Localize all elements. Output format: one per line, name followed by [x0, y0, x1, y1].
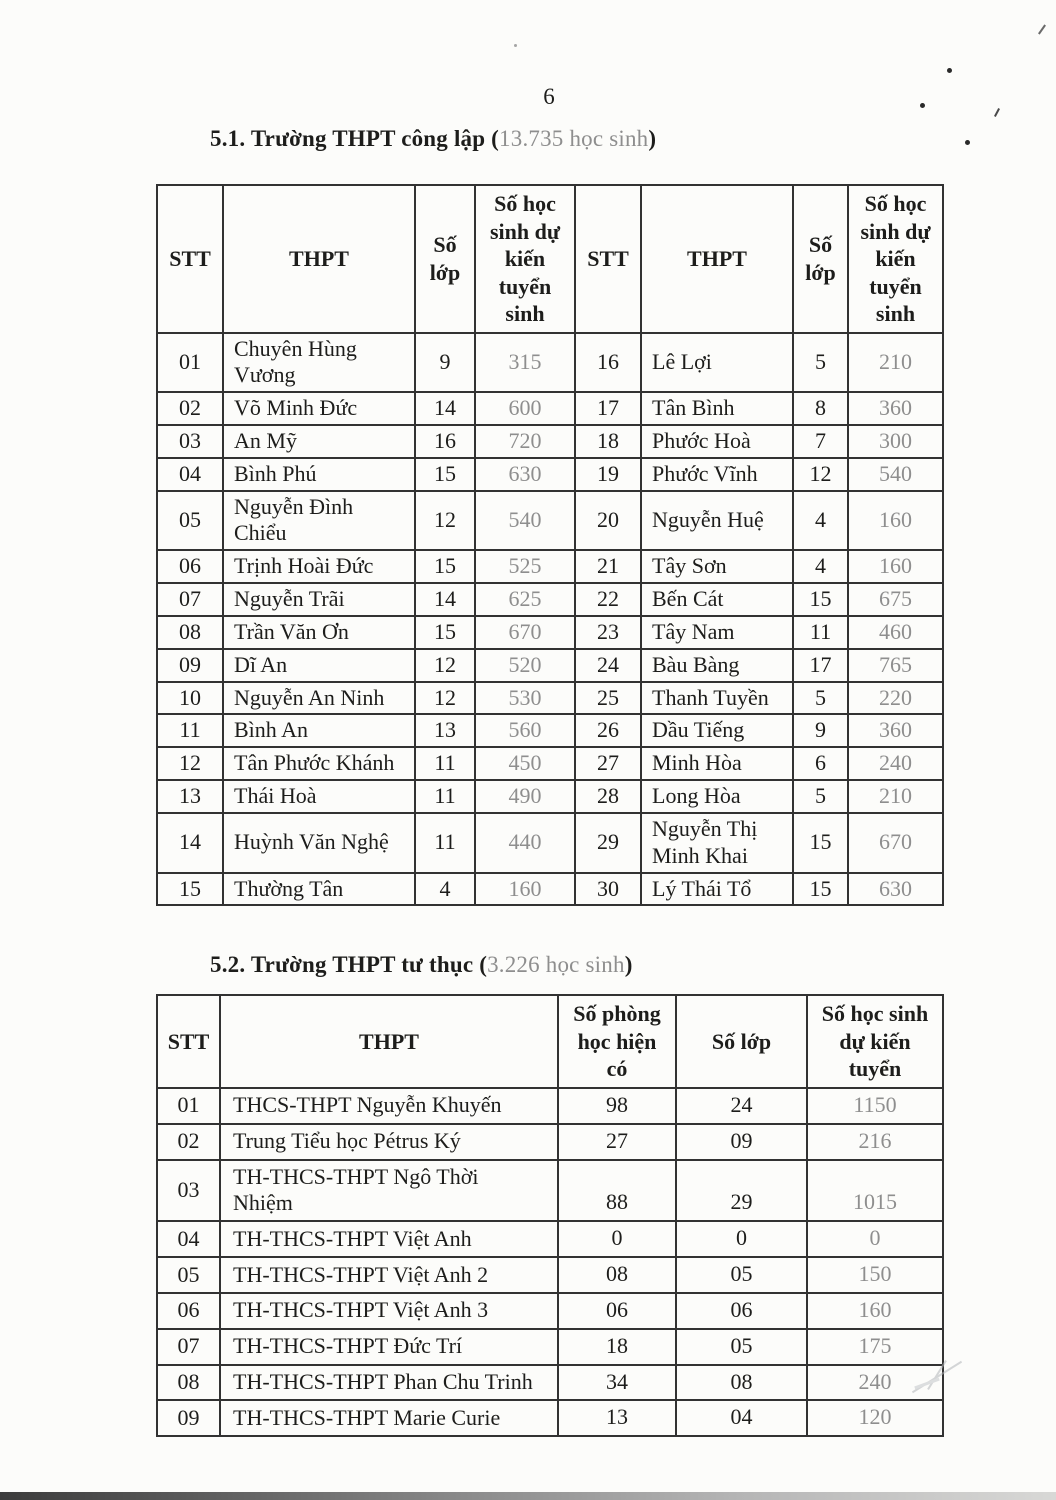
- public-schools-table: [156, 184, 944, 906]
- class-count-cell: 12: [415, 491, 475, 551]
- school-name-cell: Thanh Tuyền: [641, 682, 793, 715]
- document-page: [156, 0, 942, 1437]
- class-count-cell: 4: [793, 491, 848, 551]
- class-count-cell: 09: [676, 1124, 807, 1160]
- school-name-cell: Chuyên Hùng Vương: [223, 333, 415, 393]
- page-number: 6: [543, 84, 555, 109]
- student-count-cell: 210: [848, 333, 943, 393]
- stt-cell: 21: [575, 550, 641, 583]
- school-name-cell: Lý Thái Tổ: [641, 873, 793, 906]
- private-table-header-row: [157, 995, 943, 1088]
- stt-cell: 07: [157, 1329, 220, 1365]
- stt-cell: 09: [157, 1400, 220, 1436]
- column-header-stt: STT: [157, 185, 223, 333]
- class-count-cell: 4: [415, 873, 475, 906]
- scan-speck: [514, 44, 517, 47]
- student-count-cell: 670: [475, 616, 575, 649]
- class-count-cell: 05: [676, 1257, 807, 1293]
- stt-cell: 03: [157, 1160, 220, 1222]
- class-count-cell: 15: [415, 458, 475, 491]
- public-student-count: 13.735 học sinh: [499, 126, 649, 151]
- student-count-cell: 0: [807, 1221, 943, 1257]
- class-count-cell: 14: [415, 583, 475, 616]
- stt-cell: 08: [157, 616, 223, 649]
- table-row: [157, 1365, 943, 1401]
- class-count-cell: 12: [415, 649, 475, 682]
- stt-cell: 07: [157, 583, 223, 616]
- column-header-so-lop: Số lớp: [676, 995, 807, 1088]
- class-count-cell: 15: [415, 550, 475, 583]
- private-student-count: 3.226 học sinh: [487, 952, 625, 978]
- school-name-cell: Trịnh Hoài Đức: [223, 550, 415, 583]
- school-name-cell: Thái Hoà: [223, 780, 415, 813]
- student-count-cell: 240: [848, 747, 943, 780]
- room-count-cell: 08: [558, 1257, 676, 1293]
- student-count-cell: 765: [848, 649, 943, 682]
- school-name-cell: Nguyễn Đình Chiểu: [223, 491, 415, 551]
- class-count-cell: 11: [415, 780, 475, 813]
- school-name-cell: Nguyễn An Ninh: [223, 682, 415, 715]
- stt-cell: 06: [157, 550, 223, 583]
- scan-speck: [947, 68, 952, 73]
- student-count-cell: 630: [475, 458, 575, 491]
- student-count-cell: 450: [475, 747, 575, 780]
- stt-cell: 29: [575, 813, 641, 873]
- stt-cell: 18: [575, 425, 641, 458]
- stt-cell: 11: [157, 714, 223, 747]
- student-count-cell: 120: [807, 1400, 943, 1436]
- stt-cell: 26: [575, 714, 641, 747]
- table-row: [157, 649, 943, 682]
- table-row: [157, 1257, 943, 1293]
- table-row: [157, 1329, 943, 1365]
- table-row: [157, 425, 943, 458]
- class-count-cell: 4: [793, 550, 848, 583]
- room-count-cell: 13: [558, 1400, 676, 1436]
- student-count-cell: 315: [475, 333, 575, 393]
- stt-cell: 30: [575, 873, 641, 906]
- student-count-cell: 720: [475, 425, 575, 458]
- class-count-cell: 15: [793, 873, 848, 906]
- student-count-cell: 630: [848, 873, 943, 906]
- stt-cell: 04: [157, 1221, 220, 1257]
- student-count-cell: 150: [807, 1257, 943, 1293]
- private-schools-table: [156, 994, 944, 1437]
- student-count-cell: 175: [807, 1329, 943, 1365]
- class-count-cell: 11: [415, 747, 475, 780]
- class-count-cell: 14: [415, 392, 475, 425]
- school-name-cell: THCS-THPT Nguyễn Khuyến: [220, 1088, 558, 1124]
- column-header-so-phong: Số phòng học hiện có: [558, 995, 676, 1088]
- student-count-cell: 216: [807, 1124, 943, 1160]
- class-count-cell: 29: [676, 1160, 807, 1222]
- paren-open: (: [485, 126, 500, 151]
- school-name-cell: Trần Văn Ơn: [223, 616, 415, 649]
- table-row: [157, 780, 943, 813]
- scan-speck: [994, 108, 1000, 117]
- student-count-cell: 440: [475, 813, 575, 873]
- school-name-cell: TH-THCS-THPT Việt Anh 3: [220, 1293, 558, 1329]
- class-count-cell: 08: [676, 1365, 807, 1401]
- stt-cell: 08: [157, 1365, 220, 1401]
- class-count-cell: 5: [793, 682, 848, 715]
- room-count-cell: 27: [558, 1124, 676, 1160]
- student-count-cell: 460: [848, 616, 943, 649]
- student-count-cell: 220: [848, 682, 943, 715]
- scan-speck: [920, 103, 925, 108]
- private-table-body: [157, 1088, 943, 1436]
- class-count-cell: 05: [676, 1329, 807, 1365]
- paren-open: (: [473, 952, 488, 978]
- table-row: [157, 1293, 943, 1329]
- school-name-cell: Nguyễn Trãi: [223, 583, 415, 616]
- class-count-cell: 0: [676, 1221, 807, 1257]
- stt-cell: 16: [575, 333, 641, 393]
- class-count-cell: 11: [793, 616, 848, 649]
- school-name-cell: Lê Lợi: [641, 333, 793, 393]
- column-header-so-lop: Số lớp: [415, 185, 475, 333]
- class-count-cell: 12: [793, 458, 848, 491]
- scan-speck: [965, 140, 970, 145]
- column-header-stt-2: STT: [575, 185, 641, 333]
- school-name-cell: Huỳnh Văn Nghệ: [223, 813, 415, 873]
- stt-cell: 12: [157, 747, 223, 780]
- student-count-cell: 525: [475, 550, 575, 583]
- stt-cell: 10: [157, 682, 223, 715]
- class-count-cell: 16: [415, 425, 475, 458]
- stt-cell: 04: [157, 458, 223, 491]
- class-count-cell: 5: [793, 780, 848, 813]
- table-row: [157, 1124, 943, 1160]
- stt-cell: 17: [575, 392, 641, 425]
- school-name-cell: Bàu Bàng: [641, 649, 793, 682]
- student-count-cell: 160: [848, 491, 943, 551]
- column-header-thpt: THPT: [220, 995, 558, 1088]
- public-table-body: [157, 333, 943, 906]
- room-count-cell: 06: [558, 1293, 676, 1329]
- stt-cell: 05: [157, 1257, 220, 1293]
- school-name-cell: Võ Minh Đức: [223, 392, 415, 425]
- school-name-cell: Phước Vĩnh: [641, 458, 793, 491]
- student-count-cell: 160: [807, 1293, 943, 1329]
- student-count-cell: 490: [475, 780, 575, 813]
- table-row: [157, 1221, 943, 1257]
- school-name-cell: Minh Hòa: [641, 747, 793, 780]
- stt-cell: 15: [157, 873, 223, 906]
- student-count-cell: 560: [475, 714, 575, 747]
- student-count-cell: 540: [475, 491, 575, 551]
- student-count-cell: 540: [848, 458, 943, 491]
- stt-cell: 05: [157, 491, 223, 551]
- room-count-cell: 18: [558, 1329, 676, 1365]
- class-count-cell: 5: [793, 333, 848, 393]
- student-count-cell: 210: [848, 780, 943, 813]
- room-count-cell: 98: [558, 1088, 676, 1124]
- school-name-cell: Phước Hoà: [641, 425, 793, 458]
- column-header-so-hoc-sinh-2: Số học sinh dự kiến tuyển sinh: [848, 185, 943, 333]
- school-name-cell: Long Hòa: [641, 780, 793, 813]
- school-name-cell: Bình Phú: [223, 458, 415, 491]
- student-count-cell: 1150: [807, 1088, 943, 1124]
- student-count-cell: 300: [848, 425, 943, 458]
- class-count-cell: 13: [415, 714, 475, 747]
- stt-cell: 19: [575, 458, 641, 491]
- student-count-cell: 160: [848, 550, 943, 583]
- stt-cell: 13: [157, 780, 223, 813]
- stt-cell: 02: [157, 1124, 220, 1160]
- room-count-cell: 34: [558, 1365, 676, 1401]
- table-row: [157, 458, 943, 491]
- school-name-cell: TH-THCS-THPT Việt Anh 2: [220, 1257, 558, 1293]
- table-row: [157, 1400, 943, 1436]
- class-count-cell: 6: [793, 747, 848, 780]
- school-name-cell: Dầu Tiếng: [641, 714, 793, 747]
- stt-cell: 06: [157, 1293, 220, 1329]
- school-name-cell: Bình An: [223, 714, 415, 747]
- table-row: [157, 682, 943, 715]
- class-count-cell: 8: [793, 392, 848, 425]
- school-name-cell: TH-THCS-THPT Việt Anh: [220, 1221, 558, 1257]
- student-count-cell: 530: [475, 682, 575, 715]
- section-title-public: [210, 126, 942, 152]
- table-row: [157, 583, 943, 616]
- school-name-cell: TH-THCS-THPT Đức Trí: [220, 1329, 558, 1365]
- stt-cell: 20: [575, 491, 641, 551]
- school-name-cell: Tân Phước Khánh: [223, 747, 415, 780]
- table-row: [157, 873, 943, 906]
- class-count-cell: 7: [793, 425, 848, 458]
- scan-speck: [1038, 24, 1046, 34]
- school-name-cell: Nguyễn Huệ: [641, 491, 793, 551]
- school-name-cell: Thường Tân: [223, 873, 415, 906]
- stt-cell: 27: [575, 747, 641, 780]
- column-header-so-hoc-sinh: Số học sinh dự kiến tuyển: [807, 995, 943, 1088]
- school-name-cell: Trung Tiểu học Pétrus Ký: [220, 1124, 558, 1160]
- student-count-cell: 675: [848, 583, 943, 616]
- column-header-thpt: THPT: [223, 185, 415, 333]
- stt-cell: 14: [157, 813, 223, 873]
- table-row: [157, 1088, 943, 1124]
- student-count-cell: 1015: [807, 1160, 943, 1222]
- table-row: [157, 714, 943, 747]
- table-row: [157, 550, 943, 583]
- student-count-cell: 670: [848, 813, 943, 873]
- stt-cell: 01: [157, 1088, 220, 1124]
- stt-cell: 01: [157, 333, 223, 393]
- student-count-cell: 360: [848, 392, 943, 425]
- stt-cell: 22: [575, 583, 641, 616]
- student-count-cell: 520: [475, 649, 575, 682]
- school-name-cell: Nguyễn Thị Minh Khai: [641, 813, 793, 873]
- section-title-private: [210, 952, 942, 978]
- student-count-cell: 600: [475, 392, 575, 425]
- table-row: [157, 392, 943, 425]
- paren-close: ): [648, 126, 657, 151]
- scan-edge-strip: [0, 1492, 1056, 1500]
- stt-cell: 09: [157, 649, 223, 682]
- room-count-cell: 0: [558, 1221, 676, 1257]
- school-name-cell: Tây Nam: [641, 616, 793, 649]
- student-count-cell: 625: [475, 583, 575, 616]
- class-count-cell: 12: [415, 682, 475, 715]
- table-row: [157, 616, 943, 649]
- column-header-thpt-2: THPT: [641, 185, 793, 333]
- school-name-cell: Dĩ An: [223, 649, 415, 682]
- class-count-cell: 9: [415, 333, 475, 393]
- stt-cell: 02: [157, 392, 223, 425]
- public-table-header-row: [157, 185, 943, 333]
- class-count-cell: 06: [676, 1293, 807, 1329]
- student-count-cell: 240: [807, 1365, 943, 1401]
- class-count-cell: 15: [415, 616, 475, 649]
- school-name-cell: Tân Bình: [641, 392, 793, 425]
- column-header-so-lop-2: Số lớp: [793, 185, 848, 333]
- student-count-cell: 360: [848, 714, 943, 747]
- table-row: [157, 333, 943, 393]
- school-name-cell: Tây Sơn: [641, 550, 793, 583]
- school-name-cell: Bến Cát: [641, 583, 793, 616]
- student-count-cell: 160: [475, 873, 575, 906]
- class-count-cell: 17: [793, 649, 848, 682]
- stt-cell: 23: [575, 616, 641, 649]
- table-row: [157, 813, 943, 873]
- class-count-cell: 04: [676, 1400, 807, 1436]
- table-row: [157, 491, 943, 551]
- school-name-cell: TH-THCS-THPT Marie Curie: [220, 1400, 558, 1436]
- school-name-cell: An Mỹ: [223, 425, 415, 458]
- class-count-cell: 11: [415, 813, 475, 873]
- class-count-cell: 9: [793, 714, 848, 747]
- paren-close: ): [624, 952, 633, 978]
- section-title-public-text: 5.1. Trường THPT công lập: [210, 126, 486, 151]
- column-header-stt: STT: [157, 995, 220, 1088]
- column-header-so-hoc-sinh: Số học sinh dự kiến tuyển sinh: [475, 185, 575, 333]
- class-count-cell: 24: [676, 1088, 807, 1124]
- school-name-cell: TH-THCS-THPT Ngô Thời Nhiệm: [220, 1160, 558, 1222]
- class-count-cell: 15: [793, 813, 848, 873]
- table-row: [157, 747, 943, 780]
- room-count-cell: 88: [558, 1160, 676, 1222]
- section-title-private-text: 5.2. Trường THPT tư thục: [210, 952, 474, 978]
- stt-cell: 28: [575, 780, 641, 813]
- stt-cell: 25: [575, 682, 641, 715]
- stt-cell: 24: [575, 649, 641, 682]
- table-row: [157, 1160, 943, 1222]
- pencil-scribble: [900, 1352, 970, 1402]
- stt-cell: 03: [157, 425, 223, 458]
- school-name-cell: TH-THCS-THPT Phan Chu Trinh: [220, 1365, 558, 1401]
- class-count-cell: 15: [793, 583, 848, 616]
